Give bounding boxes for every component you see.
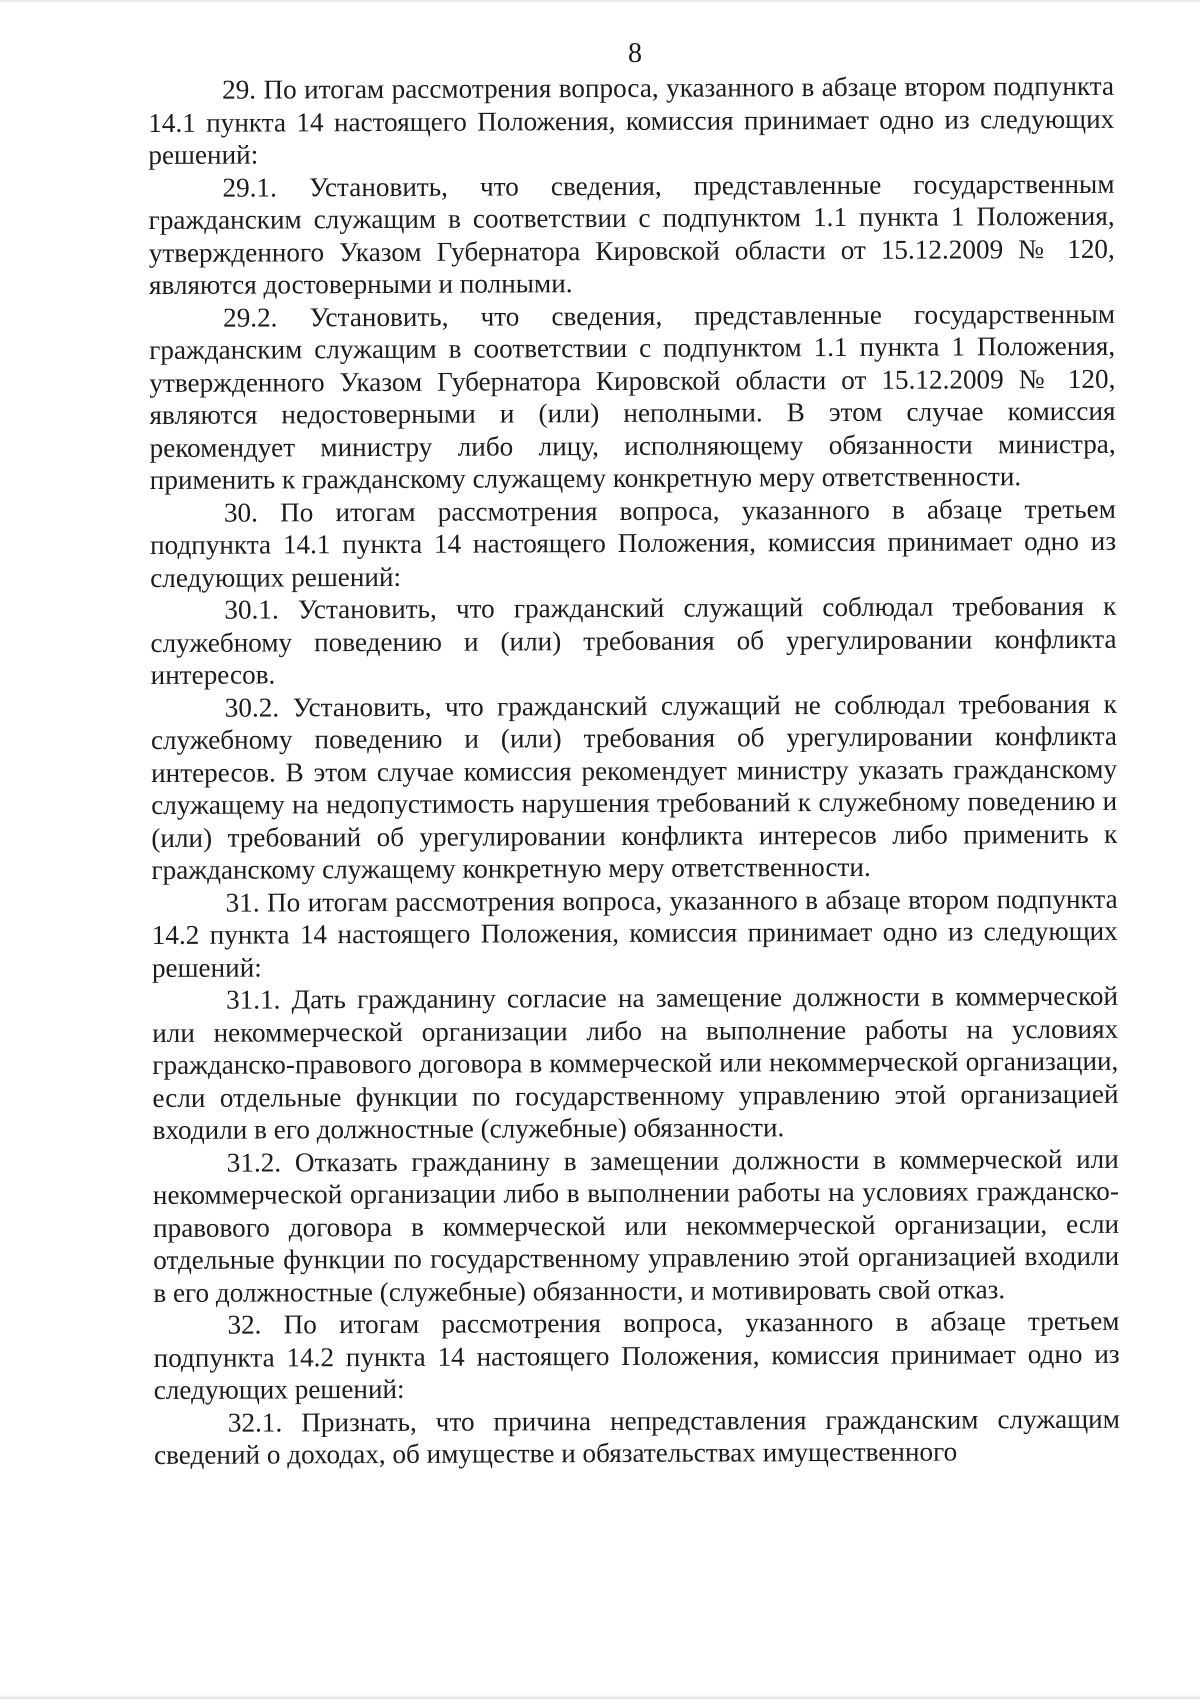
paragraph-31-2: 31.2. Отказать гражданину в замещении должности в коммерческой или некоммерческой организации либо в выполнении работы на условиях гражданско-правового договора в коммерческой или некоммерческой организации, если отдельные функции по государственному управлению этой организацией входили в его должностные (служебные) обязанности, и мотивировать свой отказ. bbox=[152, 1143, 1120, 1308]
page-number: 8 bbox=[628, 38, 642, 69]
paragraph-30-1: 30.1. Установить, что гражданский служащий соблюдал требования к служебному поведению и (или) требования об урегулировании конфликта интересов. bbox=[150, 590, 1117, 690]
paragraph-31-1: 31.1. Дать гражданину согласие на замещение должности в коммерческой или некоммерческой организации либо на выполнение работы на условиях гражданско-правового договора в коммерческой или некоммерческой организации, если отдельные функции по государственному управлению этой организацией входили в его должностные (служебные) обязанности. bbox=[152, 980, 1119, 1145]
scan-edge-bottom bbox=[0, 1695, 1200, 1699]
paragraph-30: 30. По итогам рассмотрения вопроса, указанного в абзаце третьем подпункта 14.1 пункта 14 настоящего Положения, комиссия принимает одно из следующих решений: bbox=[149, 493, 1117, 593]
scan-edge-top bbox=[0, 0, 1200, 3]
paragraph-29-2: 29.2. Установить, что сведения, представленные государственным гражданским служащим в соответствии с подпунктом 1.1 пункта 1 Положения, утвержденного Указом Губернатора Кировской области от 15.12.2009 № 120, являются недостоверными и (или) неполными. В этом случае комиссия рекомендует министру либо лицу, исполняющему обязанности министра, применить к гражданскому служащему конкретную меру ответственности. bbox=[149, 298, 1116, 495]
paragraph-31: 31. По итогам рассмотрения вопроса, указанного в абзаце втором подпункта 14.2 пункта 14 настоящего Положения, комиссия принимает одно из следующих решений: bbox=[151, 883, 1118, 983]
document-body bbox=[148, 70, 1120, 1472]
paragraph-30-2: 30.2. Установить, что гражданский служащий не соблюдал требования к служебному поведению и (или) требования об урегулировании конфликта интересов. В этом случае комиссия рекомендует министру указать гражданскому служащему на недопустимость нарушения требований к служебному поведению и (или) требований об урегулировании конфликта интересов либо применить к гражданскому служащему конкретную меру ответственности. bbox=[150, 688, 1118, 885]
paragraph-32: 32. По итогам рассмотрения вопроса, указанного в абзаце третьем подпункта 14.2 пункта 14 настоящего Положения, комиссия принимает одно из следующих решений: bbox=[153, 1305, 1120, 1405]
paragraph-29: 29. По итогам рассмотрения вопроса, указанного в абзаце втором подпункта 14.1 пункта 14 настоящего Положения, комиссия принимает одно из следующих решений: bbox=[148, 70, 1115, 170]
paragraph-29-1: 29.1. Установить, что сведения, представленные государственным гражданским служащим в соответствии с подпунктом 1.1 пункта 1 Положения, утвержденного Указом Губернатора Кировской области от 15.12.2009 № 120, являются достоверными и полными. bbox=[148, 168, 1115, 300]
paragraph-32-1: 32.1. Признать, что причина непредставления гражданским служащим сведений о доходах, об имуществе и обязательствах имущественного bbox=[153, 1403, 1120, 1470]
